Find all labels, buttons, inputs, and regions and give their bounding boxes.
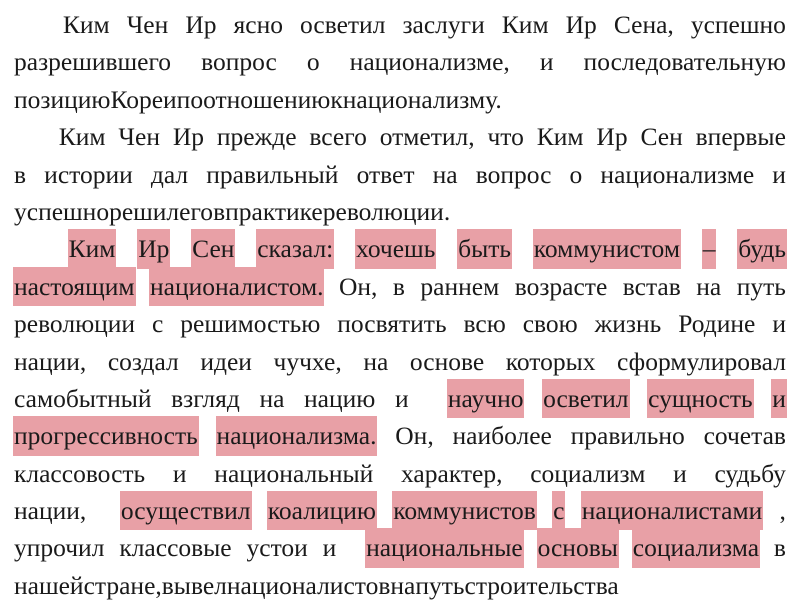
body-text: наиболее	[452, 421, 552, 451]
body-text: о	[569, 159, 583, 189]
body-text: о	[306, 47, 320, 77]
body-text: национализме	[600, 159, 755, 189]
highlighted-text: –	[703, 230, 716, 267]
body-text: идеи	[200, 346, 252, 376]
highlighted-text: основы	[538, 529, 618, 566]
body-text: отметил,	[379, 122, 475, 152]
text-line	[14, 156, 786, 193]
body-text: возрасте	[514, 271, 608, 301]
text-line	[14, 529, 786, 566]
body-text: стране,	[83, 570, 162, 600]
body-text: сочетав	[703, 421, 786, 451]
body-text: дал	[150, 159, 189, 189]
text-line	[14, 43, 786, 80]
highlighted-text: научно	[448, 380, 524, 417]
body-text: строительства	[464, 570, 619, 600]
body-text: практике	[225, 196, 323, 226]
body-text: Чен	[118, 122, 160, 152]
highlighted-text: национальные	[366, 529, 523, 566]
text-line	[14, 230, 786, 267]
body-text: националистов	[226, 570, 391, 600]
body-text: Ким	[536, 122, 584, 152]
body-text: всю	[463, 309, 506, 339]
body-text: к	[330, 84, 343, 114]
body-text: путь	[736, 271, 786, 301]
text-line	[14, 380, 786, 417]
body-text: Ким	[62, 10, 110, 39]
highlighted-text: настоящим	[14, 268, 135, 305]
body-text: на	[363, 346, 389, 376]
highlighted-text: осветил	[543, 380, 628, 417]
paragraph-indent	[14, 6, 46, 43]
body-text: на	[696, 271, 722, 301]
text-line	[14, 343, 786, 380]
text-line	[14, 455, 786, 492]
body-text: которых	[505, 346, 596, 376]
highlighted-text: Ким	[69, 230, 116, 267]
body-text: решимостью	[180, 309, 321, 339]
body-text: в	[14, 159, 27, 189]
body-text: нации,	[14, 496, 87, 526]
body-text: Ким	[58, 122, 106, 152]
highlighted-text: сказал:	[257, 230, 333, 267]
body-text: прежде	[216, 122, 297, 152]
body-text: и	[772, 309, 786, 339]
body-text: основе	[409, 346, 485, 376]
body-text: на	[432, 159, 458, 189]
body-text: классовые	[119, 533, 232, 563]
body-text: Чен	[126, 10, 169, 39]
highlighted-text: коалицию	[268, 492, 376, 529]
body-text: и	[322, 533, 337, 563]
body-text: революции	[14, 309, 136, 339]
body-text: революции.	[322, 196, 451, 226]
body-text: Он,	[395, 421, 434, 451]
body-text: и	[772, 159, 786, 189]
highlighted-text: будь	[738, 230, 786, 267]
body-text: вывел	[161, 570, 227, 600]
body-text: самобытный	[14, 383, 152, 413]
body-text: раннем	[420, 271, 500, 301]
body-text: национализме,	[349, 47, 510, 77]
body-text: встав	[622, 271, 681, 301]
highlighted-text: и	[772, 380, 786, 417]
body-text: в	[773, 533, 786, 563]
body-text: Ким	[501, 10, 549, 39]
body-text: его	[179, 196, 214, 226]
body-text: правильный	[206, 159, 339, 189]
body-text: истории	[44, 159, 133, 189]
body-text: классовость	[14, 458, 146, 488]
text-line	[14, 567, 786, 604]
body-text: Он,	[338, 271, 378, 301]
body-text: путь	[415, 570, 465, 600]
body-text: характер,	[401, 458, 503, 488]
body-text: Ир	[172, 122, 205, 152]
body-text: национализму.	[342, 84, 502, 114]
body-text: по	[176, 84, 204, 114]
text-line	[14, 193, 786, 230]
document-body	[14, 6, 786, 604]
paragraph	[14, 230, 786, 604]
body-text: на	[259, 383, 285, 413]
text-line	[14, 6, 786, 43]
body-text: вопрос	[201, 47, 277, 77]
body-text: сформулировал	[617, 346, 786, 376]
body-text: с	[152, 309, 164, 339]
body-text: и	[394, 383, 409, 413]
body-text: нашей	[14, 570, 84, 600]
paragraph-indent	[14, 230, 46, 267]
body-text: последовательную	[583, 47, 786, 77]
text-line	[14, 305, 786, 342]
body-text: Ир	[565, 10, 597, 39]
highlighted-text: с	[553, 492, 564, 529]
paragraph	[14, 6, 786, 118]
body-text: правильно	[570, 421, 685, 451]
highlighted-text: осуществил	[121, 492, 251, 529]
body-text: нации,	[14, 346, 87, 376]
highlighted-text: быть	[458, 230, 511, 267]
highlighted-text: Ир	[138, 230, 169, 267]
body-text: отношению	[203, 84, 331, 114]
body-text: социализм	[530, 458, 646, 488]
body-text: создал	[107, 346, 179, 376]
highlighted-text: коммунистов	[393, 492, 536, 529]
highlighted-text: национализма.	[217, 417, 377, 454]
body-text: и	[539, 47, 554, 77]
body-text: ответ	[356, 159, 415, 189]
body-text: свою	[522, 309, 578, 339]
body-text: осветил	[300, 10, 386, 39]
paragraph	[14, 118, 786, 230]
body-text: взгляд	[171, 383, 240, 413]
highlighted-text: Сен	[192, 230, 234, 267]
body-text: в	[392, 271, 405, 301]
body-text: успешно	[14, 196, 110, 226]
body-text: ясно	[233, 10, 283, 39]
body-text: жизнь	[594, 309, 662, 339]
highlighted-text: националистом.	[150, 268, 323, 305]
body-text: Ир	[185, 10, 217, 39]
body-text: и	[673, 458, 687, 488]
paragraph-indent	[14, 118, 46, 155]
text-line	[14, 417, 786, 454]
body-text: Родине	[678, 309, 756, 339]
text-line	[14, 268, 786, 305]
body-text: судьбу	[714, 458, 786, 488]
body-text: в	[213, 196, 226, 226]
highlighted-text: социализма	[633, 529, 759, 566]
body-text: Сена,	[613, 10, 674, 39]
body-text: впервые	[695, 122, 786, 152]
body-text: Сен	[640, 122, 683, 152]
body-text: и	[172, 458, 187, 488]
text-line	[14, 118, 786, 155]
body-text: национальный	[214, 458, 374, 488]
body-text: позицию	[14, 84, 111, 114]
text-line	[14, 492, 786, 529]
body-text: ,	[779, 496, 786, 526]
body-text: упрочил	[14, 533, 105, 563]
body-text: разрешившего	[14, 47, 172, 77]
body-text: посвятить	[337, 309, 447, 339]
body-text: на	[390, 570, 416, 600]
body-text: нацию	[304, 383, 376, 413]
highlighted-text: сущность	[648, 380, 753, 417]
highlighted-text: прогрессивность	[14, 417, 198, 454]
body-text: всего	[309, 122, 367, 152]
highlighted-text: хочешь	[356, 230, 435, 267]
body-text: чучхе,	[273, 346, 342, 376]
body-text: Ир	[596, 122, 628, 152]
text-line	[14, 81, 786, 118]
body-text: вопрос	[475, 159, 552, 189]
body-text: устои	[246, 533, 308, 563]
highlighted-text: националистами	[582, 492, 762, 529]
highlighted-text: коммунистом	[534, 230, 680, 267]
body-text: заслуги	[402, 10, 485, 39]
body-text: успешно	[690, 10, 786, 39]
body-text: Кореи	[110, 84, 177, 114]
body-text: что	[487, 122, 524, 152]
body-text: решил	[109, 196, 180, 226]
